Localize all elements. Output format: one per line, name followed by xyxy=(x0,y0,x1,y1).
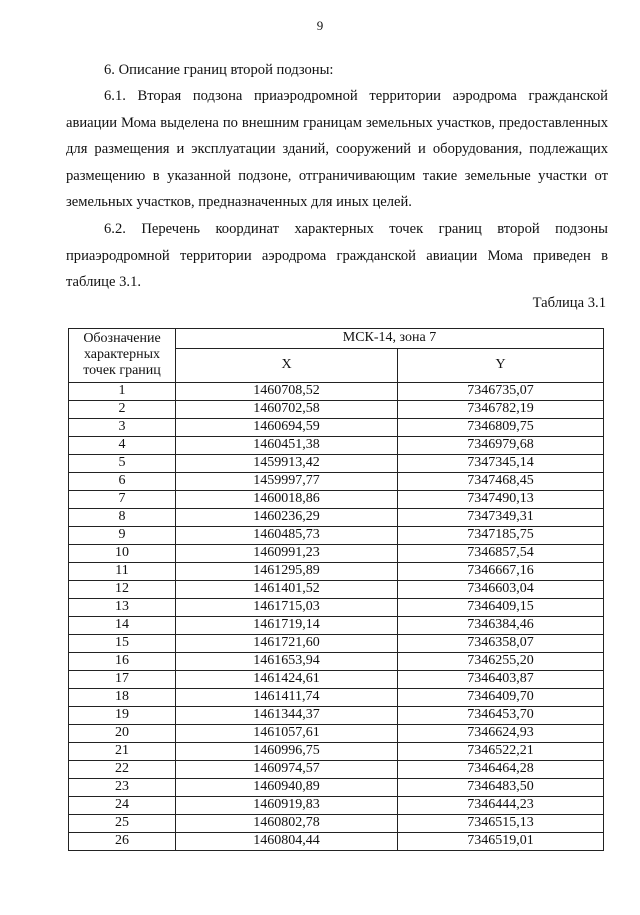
x-coordinate-cell: 1461721,60 xyxy=(176,635,398,653)
point-number-cell: 26 xyxy=(69,833,176,851)
x-coordinate-cell: 1461344,37 xyxy=(176,707,398,725)
header-points: Обозначение характерных точек границ xyxy=(69,329,176,383)
point-number-cell: 8 xyxy=(69,509,176,527)
x-coordinate-cell: 1460940,89 xyxy=(176,779,398,797)
point-number-cell: 11 xyxy=(69,563,176,581)
x-coordinate-cell: 1461295,89 xyxy=(176,563,398,581)
x-coordinate-cell: 1460991,23 xyxy=(176,545,398,563)
point-number-cell: 21 xyxy=(69,743,176,761)
paragraph-6-1: 6.1. Вторая подзона приаэродромной территории аэродрома гражданской авиации Мома выделена по внешним границам земельных участков, предоставленных для размещения и эксплуатации зданий, сооружений и оборудования, подлежащих размещению в указанной подзоне, отграничивающим такие земельные участки от земельных участков, предназначенных для иных целей. xyxy=(66,88,608,210)
y-coordinate-cell: 7346857,54 xyxy=(398,545,604,563)
y-coordinate-cell: 7346464,28 xyxy=(398,761,604,779)
point-number-cell: 1 xyxy=(69,383,176,401)
header-y: Y xyxy=(398,349,604,383)
y-coordinate-cell: 7346782,19 xyxy=(398,401,604,419)
x-coordinate-cell: 1461401,52 xyxy=(176,581,398,599)
header-coordinate-system: МСК-14, зона 7 xyxy=(176,329,604,349)
x-coordinate-cell: 1461715,03 xyxy=(176,599,398,617)
y-coordinate-cell: 7346409,70 xyxy=(398,689,604,707)
table-row xyxy=(69,527,604,545)
y-coordinate-cell: 7346979,68 xyxy=(398,437,604,455)
x-coordinate-cell: 1460802,78 xyxy=(176,815,398,833)
point-number-cell: 14 xyxy=(69,617,176,635)
x-coordinate-cell: 1461653,94 xyxy=(176,653,398,671)
y-coordinate-cell: 7346483,50 xyxy=(398,779,604,797)
x-coordinate-cell: 1460485,73 xyxy=(176,527,398,545)
point-number-cell: 20 xyxy=(69,725,176,743)
y-coordinate-cell: 7346444,23 xyxy=(398,797,604,815)
table-row xyxy=(69,473,604,491)
x-coordinate-cell: 1461057,61 xyxy=(176,725,398,743)
point-number-cell: 19 xyxy=(69,707,176,725)
table-row xyxy=(69,797,604,815)
table-row xyxy=(69,815,604,833)
table-row xyxy=(69,833,604,851)
y-coordinate-cell: 7346384,46 xyxy=(398,617,604,635)
y-coordinate-cell: 7346515,13 xyxy=(398,815,604,833)
point-number-cell: 24 xyxy=(69,797,176,815)
x-coordinate-cell: 1460708,52 xyxy=(176,383,398,401)
point-number-cell: 3 xyxy=(69,419,176,437)
x-coordinate-cell: 1459913,42 xyxy=(176,455,398,473)
y-coordinate-cell: 7346403,87 xyxy=(398,671,604,689)
coordinates-table xyxy=(68,328,604,851)
point-number-cell: 18 xyxy=(69,689,176,707)
table-row xyxy=(69,545,604,563)
table-row xyxy=(69,689,604,707)
x-coordinate-cell: 1460694,59 xyxy=(176,419,398,437)
y-coordinate-cell: 7347349,31 xyxy=(398,509,604,527)
point-number-cell: 22 xyxy=(69,761,176,779)
point-number-cell: 25 xyxy=(69,815,176,833)
table-row xyxy=(69,779,604,797)
point-number-cell: 13 xyxy=(69,599,176,617)
table-row xyxy=(69,635,604,653)
y-coordinate-cell: 7346735,07 xyxy=(398,383,604,401)
x-coordinate-cell: 1461424,61 xyxy=(176,671,398,689)
point-number-cell: 4 xyxy=(69,437,176,455)
point-number-cell: 7 xyxy=(69,491,176,509)
table-row xyxy=(69,455,604,473)
x-coordinate-cell: 1460996,75 xyxy=(176,743,398,761)
table-row xyxy=(69,509,604,527)
y-coordinate-cell: 7346624,93 xyxy=(398,725,604,743)
y-coordinate-cell: 7347345,14 xyxy=(398,455,604,473)
x-coordinate-cell: 1460974,57 xyxy=(176,761,398,779)
point-number-cell: 17 xyxy=(69,671,176,689)
x-coordinate-cell: 1460702,58 xyxy=(176,401,398,419)
section-heading: 6. Описание границ второй подзоны: xyxy=(104,62,334,78)
y-coordinate-cell: 7346519,01 xyxy=(398,833,604,851)
paragraph-6-2: 6.2. Перечень координат характерных точек границ второй подзоны приаэродромной территории аэродрома гражданской авиации Мома приведен в таблице 3.1. xyxy=(66,221,608,290)
table-row xyxy=(69,563,604,581)
table-row xyxy=(69,437,604,455)
point-number-cell: 15 xyxy=(69,635,176,653)
y-coordinate-cell: 7347490,13 xyxy=(398,491,604,509)
x-coordinate-cell: 1460018,86 xyxy=(176,491,398,509)
table-row xyxy=(69,725,604,743)
point-number-cell: 16 xyxy=(69,653,176,671)
y-coordinate-cell: 7346358,07 xyxy=(398,635,604,653)
x-coordinate-cell: 1460236,29 xyxy=(176,509,398,527)
table-row xyxy=(69,671,604,689)
page-number: 9 xyxy=(316,18,324,33)
point-number-cell: 2 xyxy=(69,401,176,419)
table-row xyxy=(69,401,604,419)
y-coordinate-cell: 7347185,75 xyxy=(398,527,604,545)
y-coordinate-cell: 7346453,70 xyxy=(398,707,604,725)
point-number-cell: 9 xyxy=(69,527,176,545)
point-number-cell: 12 xyxy=(69,581,176,599)
table-row xyxy=(69,419,604,437)
table-row xyxy=(69,743,604,761)
y-coordinate-cell: 7346809,75 xyxy=(398,419,604,437)
table-row xyxy=(69,599,604,617)
table-row xyxy=(69,707,604,725)
table-row xyxy=(69,653,604,671)
point-number-cell: 6 xyxy=(69,473,176,491)
y-coordinate-cell: 7346603,04 xyxy=(398,581,604,599)
x-coordinate-cell: 1460804,44 xyxy=(176,833,398,851)
table-row xyxy=(69,581,604,599)
table-caption: Таблица 3.1 xyxy=(532,295,606,311)
table-row xyxy=(69,383,604,401)
table-body xyxy=(69,383,604,851)
point-number-cell: 10 xyxy=(69,545,176,563)
x-coordinate-cell: 1461719,14 xyxy=(176,617,398,635)
x-coordinate-cell: 1459997,77 xyxy=(176,473,398,491)
table-row xyxy=(69,761,604,779)
point-number-cell: 23 xyxy=(69,779,176,797)
y-coordinate-cell: 7346409,15 xyxy=(398,599,604,617)
table-row xyxy=(69,617,604,635)
header-x: X xyxy=(176,349,398,383)
x-coordinate-cell: 1460919,83 xyxy=(176,797,398,815)
y-coordinate-cell: 7346522,21 xyxy=(398,743,604,761)
table-row xyxy=(69,491,604,509)
y-coordinate-cell: 7347468,45 xyxy=(398,473,604,491)
y-coordinate-cell: 7346667,16 xyxy=(398,563,604,581)
y-coordinate-cell: 7346255,20 xyxy=(398,653,604,671)
x-coordinate-cell: 1461411,74 xyxy=(176,689,398,707)
x-coordinate-cell: 1460451,38 xyxy=(176,437,398,455)
point-number-cell: 5 xyxy=(69,455,176,473)
